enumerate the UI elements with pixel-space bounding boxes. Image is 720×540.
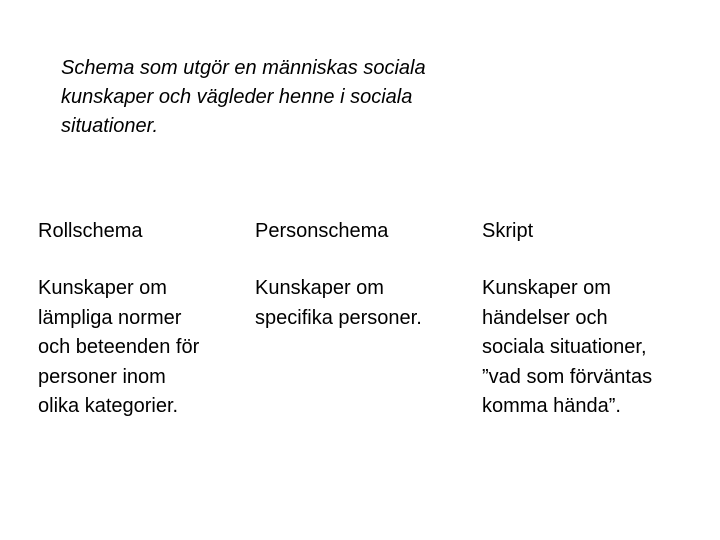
schema-definition [61, 54, 481, 141]
column-description [482, 274, 702, 422]
definition-line: situationer. [61, 115, 159, 137]
description-line: specifika personer. [255, 306, 422, 329]
description-line: olika kategorier. [38, 395, 179, 417]
description-line: personer inom [38, 365, 166, 388]
definition-line: Schema som utgör en människas sociala [61, 57, 426, 79]
description-line: händelser och [482, 306, 608, 329]
description-line: Kunskaper om [482, 277, 611, 299]
column-personschema [255, 216, 465, 333]
column-heading: Rollschema [38, 220, 143, 242]
description-line: ”vad som förväntas [482, 365, 653, 388]
column-skript [482, 216, 702, 422]
column-description [255, 274, 465, 333]
description-line: och beteenden för [38, 336, 200, 358]
description-line: komma hända”. [482, 395, 621, 417]
description-line: lämpliga normer [38, 306, 182, 329]
column-heading: Personschema [255, 220, 389, 242]
description-line: Kunskaper om [255, 277, 384, 299]
column-rollschema [38, 216, 238, 422]
definition-line: kunskaper och vägleder henne i sociala [61, 86, 413, 108]
description-line: Kunskaper om [38, 277, 167, 299]
column-heading: Skript [482, 220, 534, 242]
description-line: sociala situationer, [482, 336, 647, 358]
column-description [38, 274, 238, 422]
